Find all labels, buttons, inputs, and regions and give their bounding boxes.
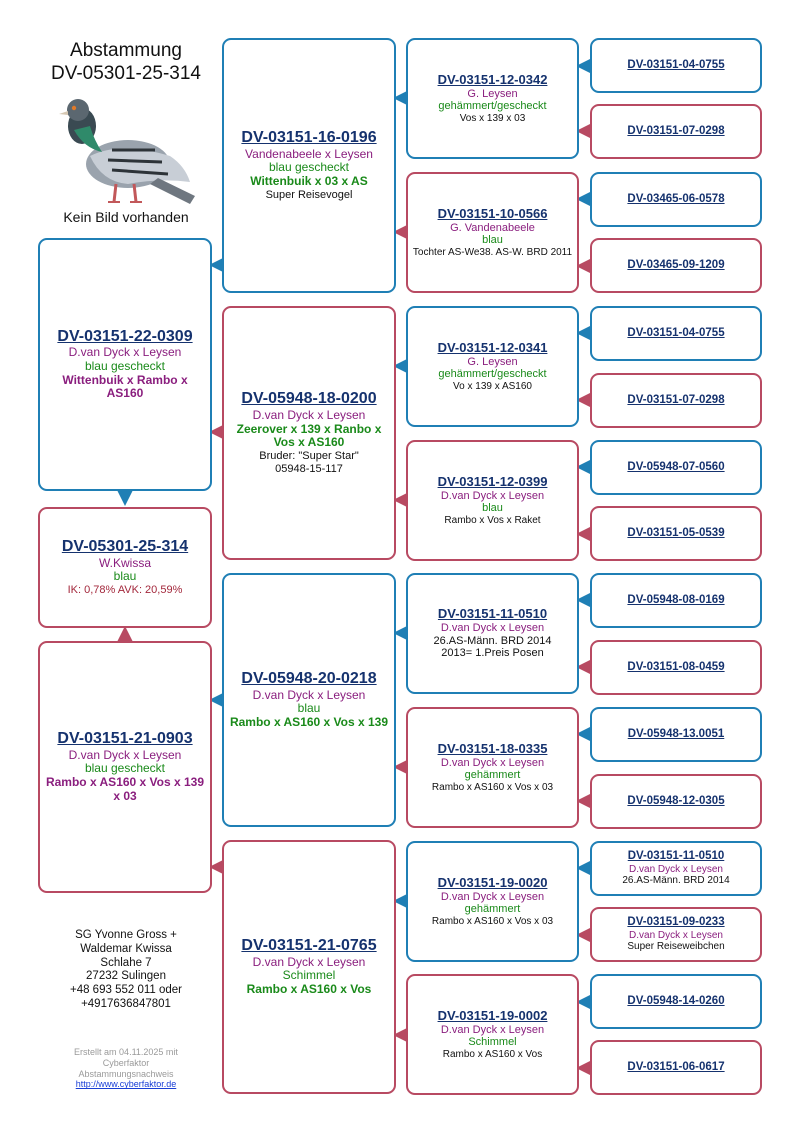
contact-line: SG Yvonne Gross + bbox=[75, 929, 177, 941]
ancestor-note: Rambo x AS160 x Vos x 03 bbox=[431, 781, 554, 793]
footer-line: Erstellt am 04.11.2025 mit bbox=[74, 1047, 178, 1057]
mother-note: Rambo x AS160 x Vos x 139 x 03 bbox=[45, 775, 205, 803]
great-grandparent-card[interactable] bbox=[406, 707, 579, 828]
ancestor-ring[interactable]: DV-03151-05-0539 bbox=[627, 526, 725, 539]
ancestor-breeder: D.van Dyck x Leysen bbox=[440, 890, 545, 903]
contact-line: +48 693 552 011 oder bbox=[69, 984, 182, 997]
ancestor-ring[interactable]: DV-05948-13.0051 bbox=[627, 727, 725, 740]
ancestor-ring[interactable]: DV-03151-10-0566 bbox=[437, 205, 548, 221]
title-ring: DV-05301-25-314 bbox=[51, 62, 201, 84]
subject-ring[interactable]: DV-05301-25-314 bbox=[61, 538, 189, 556]
footer-link[interactable]: http://www.cyberfaktor.de bbox=[75, 1079, 177, 1090]
ancestor-color: Schimmel bbox=[468, 1036, 517, 1049]
grandparent-extra: Super Reisevogel bbox=[265, 189, 353, 202]
ancestor-card[interactable] bbox=[590, 841, 762, 896]
great-grandparent-card[interactable] bbox=[406, 440, 579, 561]
ancestor-note: 26.AS-Männ. BRD 2014 bbox=[622, 875, 730, 887]
grandparent-color: Schimmel bbox=[282, 968, 336, 983]
ancestor-breeder: G. Leysen bbox=[467, 87, 518, 100]
mother-color: blau gescheckt bbox=[84, 761, 166, 776]
contact-line: 27232 Sulingen bbox=[86, 970, 166, 983]
no-image-caption: Kein Bild vorhanden bbox=[63, 209, 189, 225]
great-grandparent-card[interactable] bbox=[406, 172, 579, 293]
ancestor-note: Rambo x Vos x Raket bbox=[444, 514, 541, 526]
ancestor-card[interactable] bbox=[590, 373, 762, 428]
ancestor-note: 2013= 1.Preis Posen bbox=[441, 647, 544, 660]
grandparent-note: Zeerover x 139 x Ranbo x Vos x AS160 bbox=[236, 421, 382, 450]
father-color: blau gescheckt bbox=[84, 358, 166, 373]
ancestor-color: blau bbox=[482, 502, 503, 515]
grandparent-breeder: Vandenabeele x Leysen bbox=[245, 146, 373, 161]
grandparent-card[interactable] bbox=[222, 573, 396, 827]
mother-ring[interactable]: DV-03151-21-0903 bbox=[57, 730, 193, 748]
grandparent-breeder: D.van Dyck x Leysen bbox=[252, 687, 366, 702]
great-grandparent-card[interactable] bbox=[406, 306, 579, 427]
grandparent-ring[interactable]: DV-03151-21-0765 bbox=[241, 937, 377, 955]
mother-card[interactable] bbox=[38, 641, 212, 893]
grandparent-color: blau bbox=[297, 701, 321, 716]
ancestor-card[interactable] bbox=[590, 306, 762, 361]
ancestor-note: Vos x 139 x 03 bbox=[459, 112, 526, 124]
ancestor-ring[interactable]: DV-03151-19-0002 bbox=[437, 1007, 548, 1023]
ancestor-breeder: D.van Dyck x Leysen bbox=[440, 756, 545, 769]
ancestor-card[interactable] bbox=[590, 774, 762, 829]
mother-breeder: D.van Dyck x Leysen bbox=[68, 747, 182, 762]
ancestor-ring[interactable]: DV-03151-04-0755 bbox=[627, 58, 725, 71]
ancestor-ring[interactable]: DV-03151-18-0335 bbox=[437, 740, 548, 756]
ancestor-ring[interactable]: DV-03465-06-0578 bbox=[627, 192, 725, 205]
father-note: Wittenbuik x Rambo x AS160 bbox=[62, 372, 188, 401]
footer-line: Abstammungsnachweis bbox=[78, 1068, 174, 1079]
ancestor-ring[interactable]: DV-05948-08-0169 bbox=[627, 593, 725, 606]
ancestor-ring[interactable]: DV-03151-07-0298 bbox=[627, 124, 725, 137]
grandparent-breeder: D.van Dyck x Leysen bbox=[252, 954, 366, 969]
ancestor-breeder: D.van Dyck x Leysen bbox=[440, 1023, 545, 1036]
great-grandparent-card[interactable] bbox=[406, 841, 579, 962]
ancestor-ring[interactable]: DV-03465-09-1209 bbox=[627, 258, 725, 271]
ancestor-breeder: D.van Dyck x Leysen bbox=[629, 863, 723, 875]
ancestor-ring[interactable]: DV-03151-07-0298 bbox=[627, 393, 725, 406]
grandparent-extra: Bruder: "Super Star" bbox=[259, 450, 359, 463]
breeder-contact bbox=[38, 929, 214, 1012]
ancestor-ring[interactable]: DV-03151-04-0755 bbox=[627, 326, 725, 339]
ancestor-ring[interactable]: DV-05948-12-0305 bbox=[627, 794, 725, 807]
ancestor-card[interactable] bbox=[590, 707, 762, 762]
ancestor-card[interactable] bbox=[590, 172, 762, 227]
subject-breeder: W.Kwissa bbox=[98, 555, 151, 570]
ancestor-ring[interactable]: DV-05948-14-0260 bbox=[627, 994, 725, 1007]
page-title bbox=[38, 40, 214, 86]
ancestor-color: gehämmert/gescheckt bbox=[438, 368, 547, 381]
ancestor-card[interactable] bbox=[590, 440, 762, 495]
father-breeder: D.van Dyck x Leysen bbox=[68, 345, 182, 360]
grandparent-card[interactable] bbox=[222, 38, 396, 293]
ancestor-ring[interactable]: DV-03151-09-0233 bbox=[627, 916, 725, 929]
ancestor-ring[interactable]: DV-03151-12-0342 bbox=[437, 71, 548, 87]
grandparent-color: blau gescheckt bbox=[268, 160, 350, 175]
ancestor-card[interactable] bbox=[590, 573, 762, 628]
ancestor-ring[interactable]: DV-03151-19-0020 bbox=[437, 874, 548, 890]
footer-line: Cyberfaktor bbox=[102, 1057, 150, 1068]
contact-line: Schlahe 7 bbox=[100, 956, 152, 969]
grandparent-ring[interactable]: DV-05948-20-0218 bbox=[241, 670, 377, 688]
ancestor-note: 26.AS-Männ. BRD 2014 bbox=[433, 634, 552, 647]
ancestor-ring[interactable]: DV-05948-07-0560 bbox=[627, 460, 725, 473]
ancestor-card[interactable] bbox=[590, 907, 762, 962]
ancestor-note: Super Reiseweibchen bbox=[627, 941, 725, 953]
grandparent-breeder: D.van Dyck x Leysen bbox=[252, 407, 366, 422]
subject-color: blau bbox=[113, 569, 137, 584]
ancestor-ring[interactable]: DV-03151-08-0459 bbox=[627, 660, 725, 673]
ancestor-color: gehämmert bbox=[464, 903, 521, 916]
subject-card[interactable] bbox=[38, 507, 212, 628]
ancestor-breeder: D.van Dyck x Leysen bbox=[440, 489, 545, 502]
grandparent-card[interactable] bbox=[222, 306, 396, 560]
ancestor-card[interactable] bbox=[590, 640, 762, 695]
ancestor-card[interactable] bbox=[590, 104, 762, 159]
contact-line: +4917636847801 bbox=[81, 997, 171, 1010]
ancestor-breeder: D.van Dyck x Leysen bbox=[629, 929, 723, 941]
grandparent-ring[interactable]: DV-03151-16-0196 bbox=[241, 129, 377, 147]
ancestor-color: gehämmert/gescheckt bbox=[438, 100, 547, 113]
ancestor-color: blau bbox=[482, 234, 503, 247]
great-grandparent-card[interactable] bbox=[406, 974, 579, 1095]
ancestor-card[interactable] bbox=[590, 506, 762, 561]
contact-line: Waldemar Kwissa bbox=[80, 942, 172, 955]
ancestor-breeder: D.van Dyck x Leysen bbox=[440, 622, 545, 634]
ancestor-card[interactable] bbox=[590, 1040, 762, 1095]
ancestor-ring[interactable]: DV-03151-06-0617 bbox=[627, 1060, 725, 1073]
subject-inbreeding: IK: 0,78% AVK: 20,59% bbox=[67, 584, 183, 597]
ancestor-breeder: G. Vandenabeele bbox=[450, 221, 535, 234]
father-ring[interactable]: DV-03151-22-0309 bbox=[57, 327, 193, 345]
grandparent-note: Rambo x AS160 x Vos x 139 bbox=[229, 715, 389, 730]
ancestor-note: Vo x 139 x AS160 bbox=[453, 380, 532, 392]
ancestor-note: Rambo x AS160 x Vos bbox=[442, 1048, 543, 1060]
grandparent-card[interactable] bbox=[222, 840, 396, 1094]
ancestor-note: Rambo x AS160 x Vos x 03 bbox=[431, 915, 554, 927]
ancestor-ring[interactable]: DV-03151-12-0341 bbox=[437, 339, 548, 355]
ancestor-color: gehämmert bbox=[464, 769, 521, 782]
grandparent-note: Wittenbuik x 03 x AS bbox=[250, 174, 368, 189]
pigeon-illustration bbox=[50, 86, 200, 211]
ancestor-ring[interactable]: DV-03151-11-0510 bbox=[627, 850, 725, 863]
ancestor-note: Tochter AS-We38. AS-W. BRD 2011 bbox=[412, 246, 573, 258]
grandparent-extra: 05948-15-117 bbox=[275, 462, 343, 475]
ancestor-card[interactable] bbox=[590, 238, 762, 293]
grandparent-note: Rambo x AS160 x Vos bbox=[246, 982, 372, 997]
ancestor-card[interactable] bbox=[590, 974, 762, 1029]
ancestor-breeder: G. Leysen bbox=[467, 355, 518, 368]
grandparent-ring[interactable]: DV-05948-18-0200 bbox=[241, 390, 377, 408]
great-grandparent-card[interactable] bbox=[406, 38, 579, 159]
ancestor-ring[interactable]: DV-03151-11-0510 bbox=[437, 606, 548, 622]
footer bbox=[38, 1047, 214, 1090]
ancestor-ring[interactable]: DV-03151-12-0399 bbox=[437, 473, 548, 489]
great-grandparent-card[interactable] bbox=[406, 573, 579, 694]
ancestor-card[interactable] bbox=[590, 38, 762, 93]
title-label: Abstammung bbox=[70, 40, 182, 61]
father-card[interactable] bbox=[38, 238, 212, 491]
